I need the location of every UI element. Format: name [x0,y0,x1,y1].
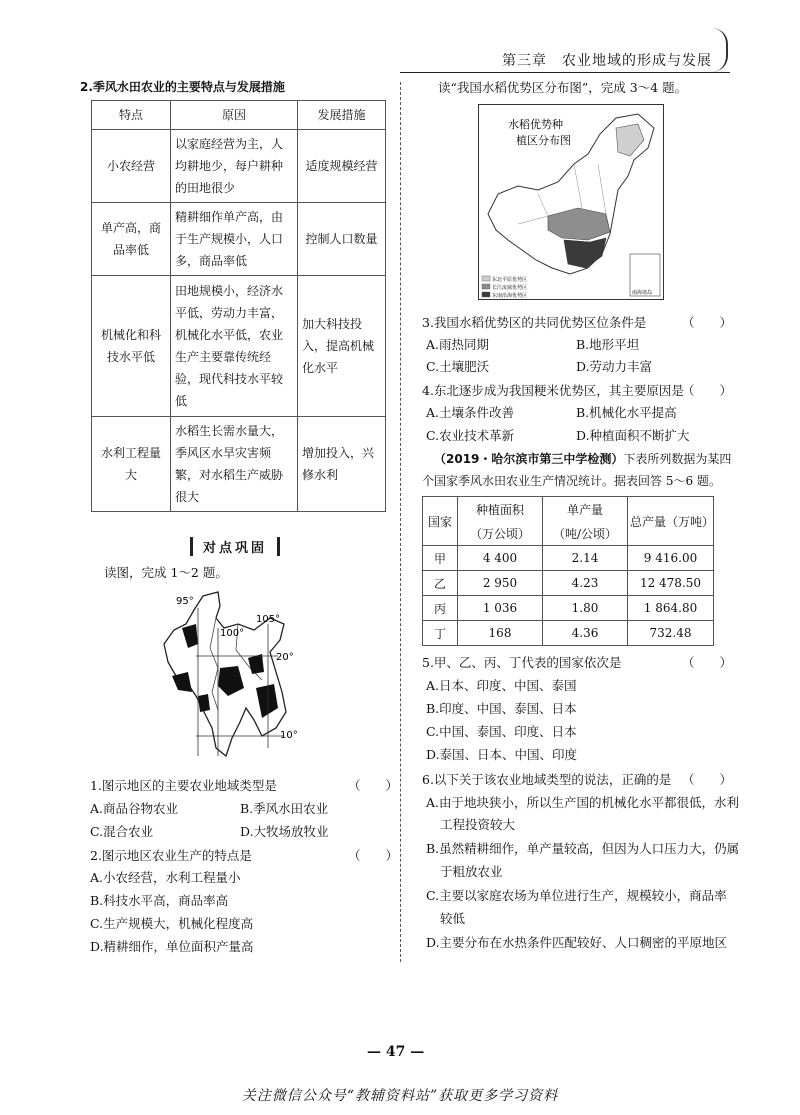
question-6: 6.以下关于该农业地域类型的说法，正确的是 [422,772,672,787]
option: A.商品谷物农业 [90,801,179,816]
option: D.劳动力丰富 [576,359,653,374]
option: C.生产规模大，机械化程度高 [90,916,254,931]
inset-label: 南海诸岛 [632,290,653,296]
answer-bracket: （ ） [682,772,733,787]
table-row [423,621,714,646]
table-cell: 2.14 [543,546,628,571]
table-cell: 甲 [423,546,458,571]
table-cell: 1.80 [543,596,628,621]
table-header: 原因 [171,101,298,130]
table-header: 发展措施 [298,101,386,130]
table-header: 特点 [92,101,171,130]
chapter-header: 第三章 农业地域的形成与发展 [502,53,712,69]
table-cell: 机械化和科技水平低 [92,276,171,417]
table-cell: 增加投入，兴修水利 [298,417,386,512]
legend-swatch [482,284,490,289]
table-row [92,130,386,203]
map-label-105: 105° [256,614,281,625]
option: D.泰国、日本、中国、印度 [426,747,578,762]
map-intro: 读“我国水稻优势区分布图”，完成 3～4 题。 [438,80,688,95]
option: B.科技水平高，商品率高 [90,893,229,908]
table-cell: 精耕细作单产高，由于生产规模小，人口多，商品率低 [171,203,298,276]
column-divider [400,82,401,962]
option: B.虽然精耕细作，单产量较高，但因为人口压力大，仍属 [426,841,740,856]
map-label-10: 10° [280,730,298,741]
option: C.中国、泰国、印度、日本 [426,724,577,739]
header-rule [400,72,730,73]
table-header: 种植面积 [458,497,543,522]
table-subheader: （吨/公顷） [543,521,628,546]
table-header-row [92,101,386,130]
table-cell: 丁 [423,621,458,646]
option-continuation: 工程投资较大 [440,817,516,832]
table-cell: 4.36 [543,621,628,646]
legend-label: 东北平原优势区 [492,277,528,283]
map-intro: 读图，完成 1～2 题。 [104,565,228,580]
option: C.土壤肥沃 [426,359,490,374]
option: A.雨热同期 [426,337,490,352]
option-continuation: 于粗放农业 [440,864,503,879]
table-cell: 加大科技投入，提高机械化水平 [298,276,386,417]
table-cell: 2 950 [458,571,543,596]
table-cell: 12 478.50 [628,571,714,596]
table-header: 国家 [423,497,458,546]
section-badge: 对点巩固 [190,537,280,556]
option: A.土壤条件改善 [426,405,515,420]
map-label-100: 100° [220,628,245,639]
page-number: — 47 — [367,1044,425,1060]
table-row [423,596,714,621]
legend-swatch [482,292,490,297]
table-cell: 丙 [423,596,458,621]
question-2: 2.图示地区农业生产的特点是 [90,848,252,863]
table-cell: 水稻生长需水量大，季风区水旱灾害频繁，对水稻生产威胁很大 [171,417,298,512]
table-cell: 168 [458,621,543,646]
question-5: 5.甲、乙、丙、丁代表的国家依次是 [422,655,622,670]
option: A.由于地块狭小，所以生产国的机械化水平都很低，水利 [426,795,740,810]
option: B.地形平坦 [576,337,640,352]
answer-bracket: （ ） [348,778,399,793]
option: C.农业技术革新 [426,428,515,443]
table-header: 总产量（万吨） [628,497,714,546]
answer-bracket: （ ） [682,383,733,398]
answer-bracket: （ ） [682,655,733,670]
table-row [92,417,386,512]
table-cell: 1 036 [458,596,543,621]
question-1: 1.图示地区的主要农业地域类型是 [90,778,277,793]
source-line-2: 个国家季风水田农业生产情况统计。据表回答 5～6 题。 [422,474,721,488]
table-cell: 单产高，商品率低 [92,203,171,276]
section-title: 2.季风水田农业的主要特点与发展措施 [80,80,285,94]
table-cell: 4 400 [458,546,543,571]
option: B.机械化水平提高 [576,405,677,420]
china-rice-map [478,104,664,300]
option: D.种植面积不断扩大 [576,428,690,443]
option: D.精耕细作，单位面积产量高 [90,939,254,954]
table-cell: 田地规模小，经济水平低，劳动力丰富，机械化水平低，农业生产主要靠传统经验，现代科技水平较低 [171,276,298,417]
table-subheader: （万公顷） [458,521,543,546]
answer-bracket: （ ） [682,315,733,330]
option: C.混合农业 [90,824,154,839]
table-row [92,276,386,417]
legend-label: 东南沿海优势区 [492,293,528,299]
option: A.小农经营，水利工程量小 [90,870,241,885]
table-cell: 9 416.00 [628,546,714,571]
table-cell: 控制人口数量 [298,203,386,276]
table-header-row [423,497,714,522]
table-cell: 水利工程量大 [92,417,171,512]
table-cell: 乙 [423,571,458,596]
table-cell: 适度规模经营 [298,130,386,203]
option: B.季风水田农业 [240,801,329,816]
source-bold: （2019・哈尔滨市第三中学检测） [434,452,624,466]
option: C.主要以家庭农场为单位进行生产，规模较小，商品率 [426,888,727,903]
paddy-region [198,694,210,712]
map-label-95: 95° [176,596,194,607]
map-title-line1: 水稻优势种 [508,118,563,131]
table-cell: 1 864.80 [628,596,714,621]
option-continuation: 较低 [440,911,466,926]
table-row [423,571,714,596]
question-3: 3.我国水稻优势区的共同优势区位条件是 [422,315,647,330]
table-cell: 732.48 [628,621,714,646]
table-cell: 以家庭经营为主，人均耕地少，每户耕种的田地很少 [171,130,298,203]
option: B.印度、中国、泰国、日本 [426,701,577,716]
option: D.主要分布在水热条件匹配较好、人口稠密的平原地区 [426,935,728,950]
table-cell: 4.23 [543,571,628,596]
footer-note: 关注微信公众号“教辅资料站”获取更多学习资料 [241,1088,559,1104]
legend-label: 长江流域优势区 [492,285,528,291]
table-header: 单产量 [543,497,628,522]
source-text: 下表所列数据为某四 [623,452,732,466]
question-4: 4.东北逐步成为我国粳米优势区，其主要原因是 [422,383,684,398]
table-cell: 小农经营 [92,130,171,203]
table-row [423,546,714,571]
source-line [434,449,731,469]
features-table [91,100,386,512]
option: A.日本、印度、中国、泰国 [426,678,577,693]
table-row [92,203,386,276]
southeast-asia-map [158,588,298,763]
map-title-line2: 植区分布图 [516,134,571,147]
header-curl-decoration [712,28,728,72]
option: D.大牧场放牧业 [240,824,329,839]
production-table [422,496,714,646]
map-label-20: 20° [276,652,294,663]
answer-bracket: （ ） [348,848,399,863]
legend-swatch [482,276,490,281]
